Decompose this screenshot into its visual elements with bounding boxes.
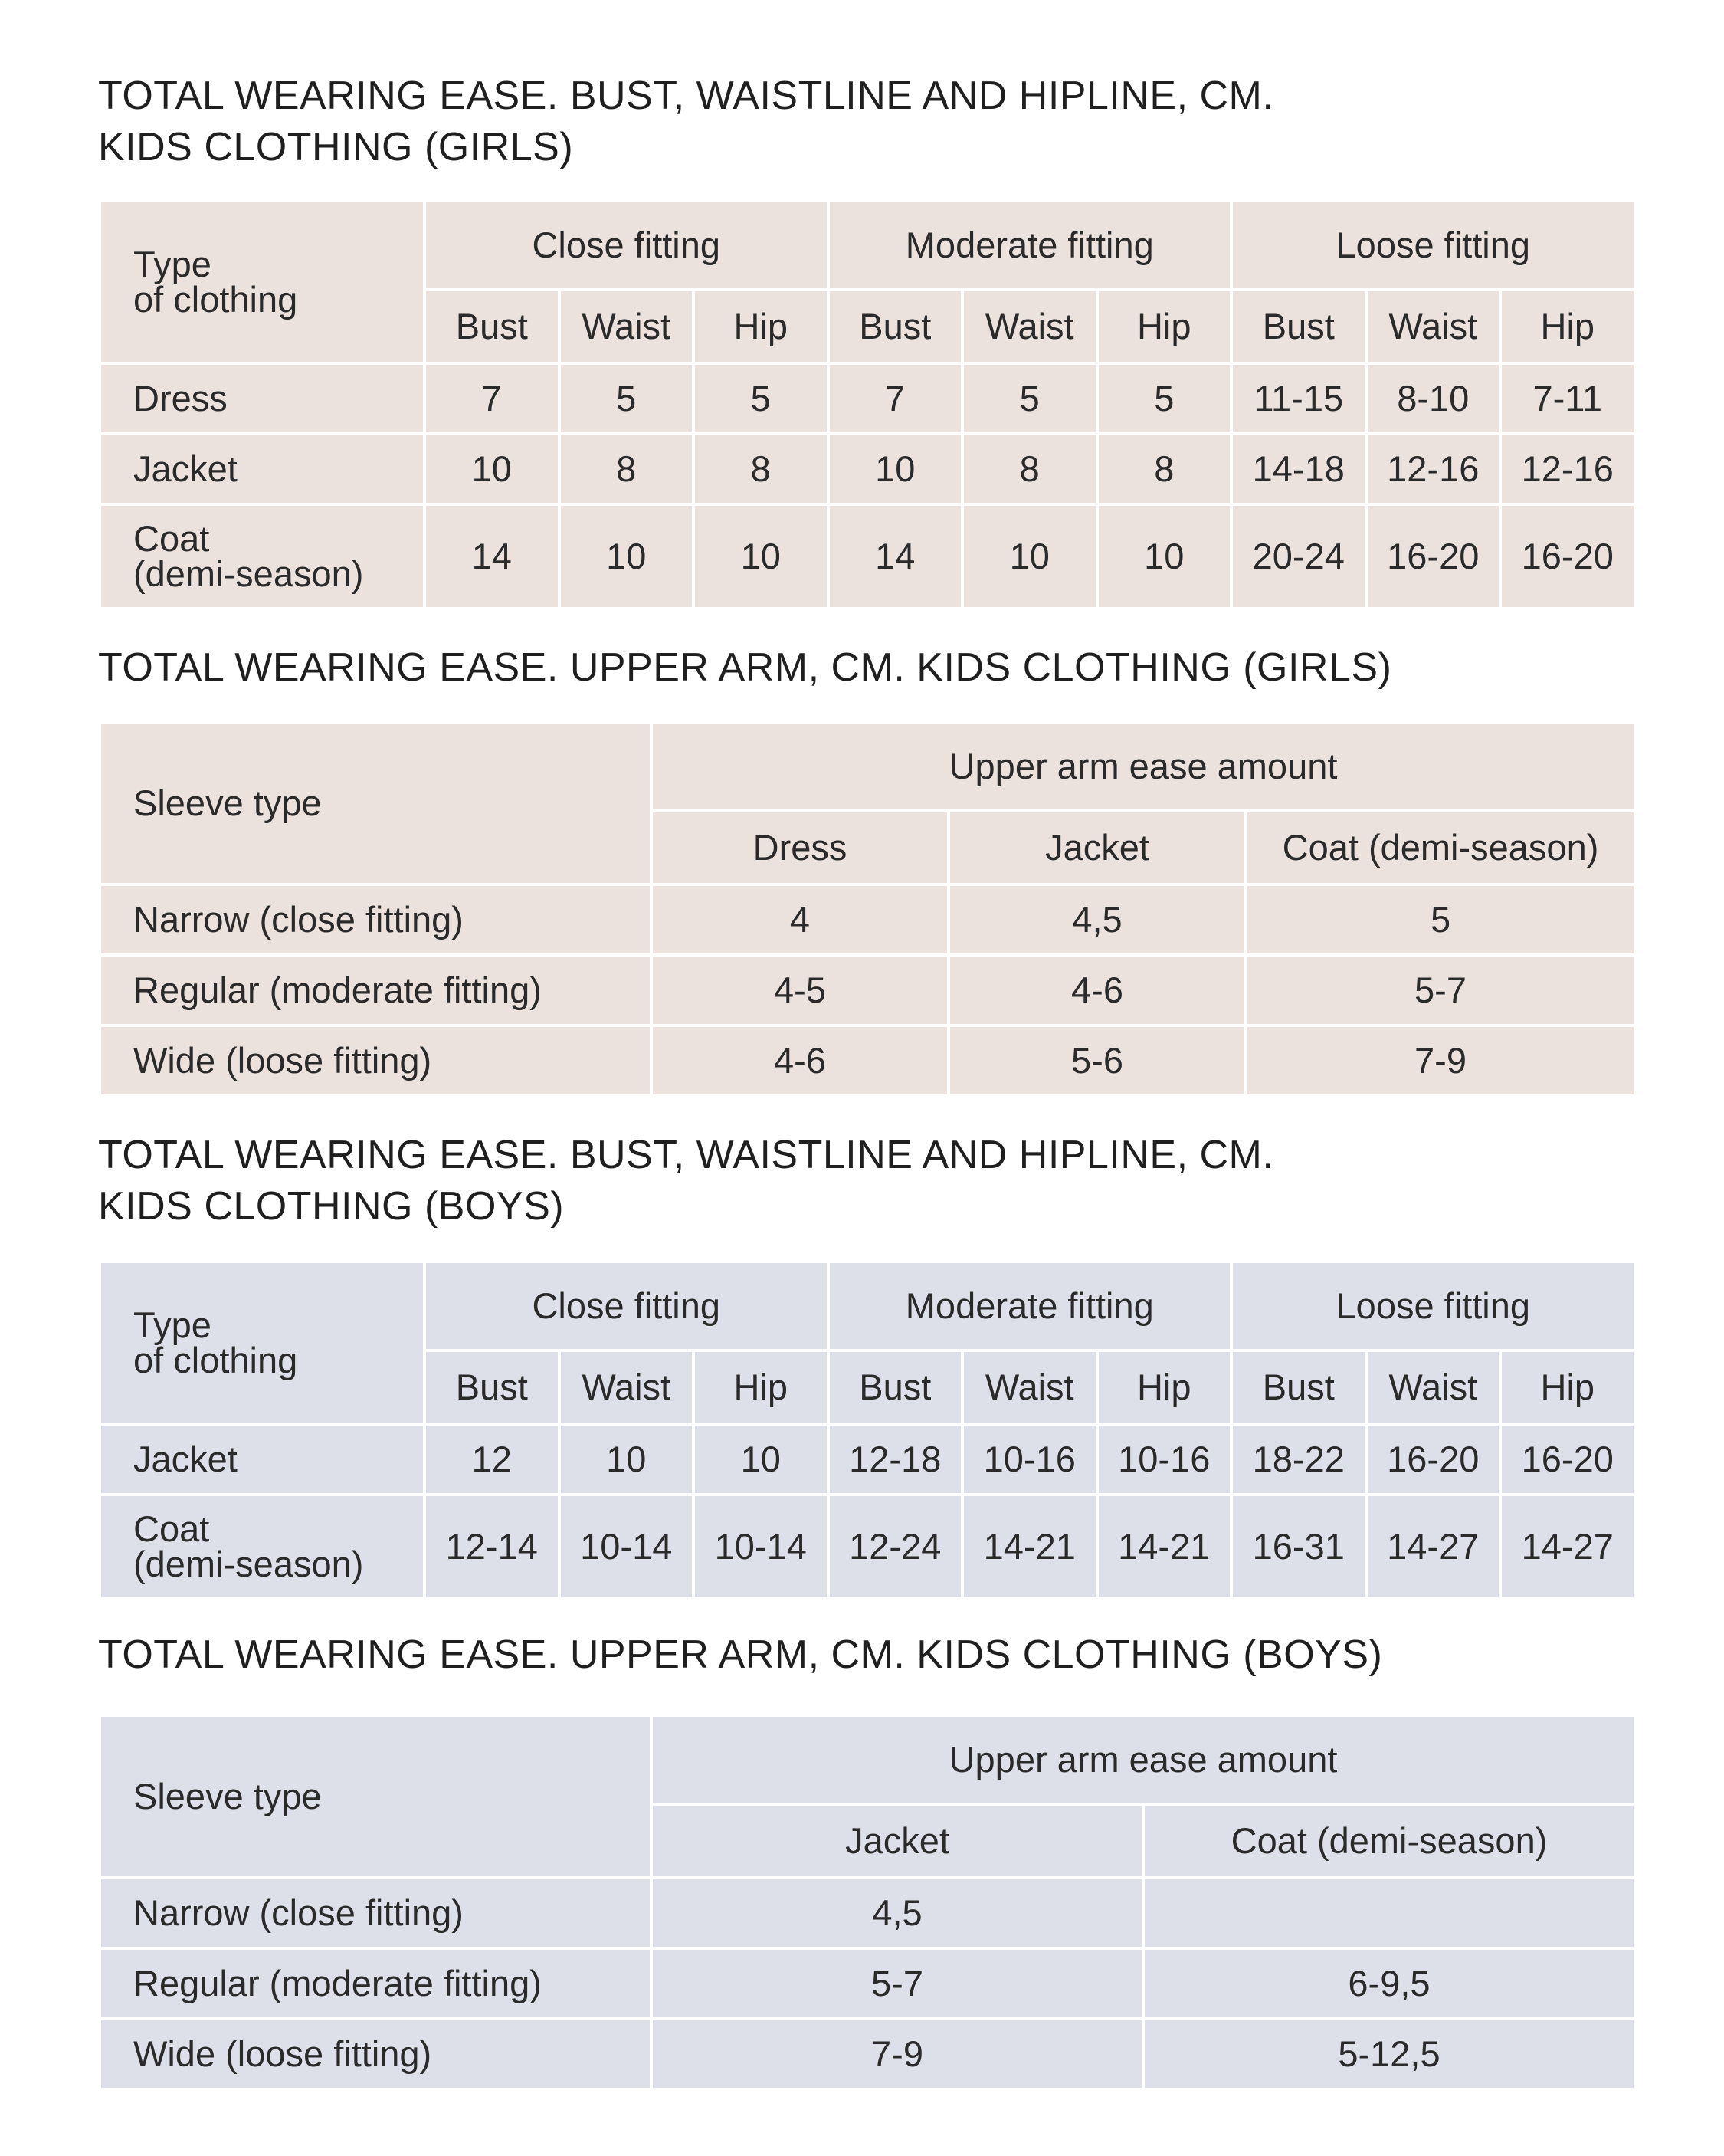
table-cell: 5 (962, 363, 1097, 434)
boys-arm-ease-table (98, 1714, 1637, 2091)
table-cell: 16-31 (1231, 1495, 1366, 1599)
table-cell: 12-16 (1500, 434, 1635, 504)
group-header-close-fitting: Close fitting (424, 201, 828, 290)
table-cell: 14-18 (1231, 434, 1366, 504)
row-label: Narrow (close fitting) (100, 884, 651, 955)
girls-body-title-line1: TOTAL WEARING EASE. BUST, WAISTLINE AND HIPLINE, CM. (98, 74, 1274, 118)
row-label: Coat (demi-season) (100, 504, 424, 609)
table-cell: 7-11 (1500, 363, 1635, 434)
subheader-hip: Hip (693, 290, 828, 363)
table-cell: 5-7 (651, 1948, 1143, 2019)
group-header-moderate-fitting: Moderate fitting (828, 1262, 1232, 1350)
boys-body-title-line1: TOTAL WEARING EASE. BUST, WAISTLINE AND HIPLINE, CM. (98, 1133, 1274, 1177)
group-header-moderate-fitting: Moderate fitting (828, 201, 1232, 290)
table-cell: 20-24 (1231, 504, 1366, 609)
table-row (100, 1424, 1635, 1495)
girls-body-ease-table (98, 199, 1637, 610)
subheader-waist: Waist (962, 290, 1097, 363)
table-cell: 5 (559, 363, 694, 434)
subheader-bust: Bust (828, 290, 963, 363)
table-row (100, 1495, 1635, 1599)
table-cell: 8 (962, 434, 1097, 504)
girls-body-title (98, 71, 1273, 173)
table-cell: 4,5 (651, 1878, 1143, 1948)
table-cell: 4 (651, 884, 949, 955)
table-cell: 14-21 (962, 1495, 1097, 1599)
boys-body-title (98, 1130, 1273, 1232)
table-cell: 5 (1097, 363, 1232, 434)
boys-arm-title: TOTAL WEARING EASE. UPPER ARM, CM. KIDS CLOTHING (BOYS) (98, 1633, 1383, 1677)
table-cell: 8 (559, 434, 694, 504)
table-cell: 8-10 (1366, 363, 1501, 434)
table-cell: 12-18 (828, 1424, 963, 1495)
subheader-waist: Waist (1366, 290, 1501, 363)
table-cell: 12 (424, 1424, 559, 1495)
subheader-bust: Bust (424, 1350, 559, 1424)
subheader-bust: Bust (1231, 1350, 1366, 1424)
table-row (100, 884, 1635, 955)
row-label: Regular (moderate fitting) (100, 955, 651, 1025)
sleeve-type-header: Sleeve type (100, 1715, 651, 1878)
table-cell: 5 (693, 363, 828, 434)
table-cell: 4-6 (651, 1025, 949, 1096)
table-cell: 10-14 (693, 1495, 828, 1599)
header-row (100, 1715, 1635, 1804)
subheader-bust: Bust (424, 290, 559, 363)
upper-arm-ease-header: Upper arm ease amount (651, 722, 1635, 811)
table-cell: 10 (962, 504, 1097, 609)
subheader-hip: Hip (1097, 290, 1232, 363)
table-cell: 4-6 (949, 955, 1246, 1025)
row-label: Dress (100, 363, 424, 434)
subheader-bust: Bust (1231, 290, 1366, 363)
table-cell: 7 (828, 363, 963, 434)
table-row (100, 1948, 1635, 2019)
table-row (100, 434, 1635, 504)
table-cell: 10 (559, 1424, 694, 1495)
subheader-bust: Bust (828, 1350, 963, 1424)
subheader-hip: Hip (1500, 1350, 1635, 1424)
table-cell: 14-27 (1500, 1495, 1635, 1599)
subheader-coat: Coat (demi-season) (1246, 811, 1635, 884)
table-cell: 8 (693, 434, 828, 504)
table-cell: 4,5 (949, 884, 1246, 955)
table-cell: 16-20 (1500, 1424, 1635, 1495)
header-row (100, 1262, 1635, 1350)
table-row (100, 1878, 1635, 1948)
table-cell: 16-20 (1500, 504, 1635, 609)
subheader-waist: Waist (962, 1350, 1097, 1424)
table-cell: 10 (559, 504, 694, 609)
subheader-dress: Dress (651, 811, 949, 884)
row-label: Narrow (close fitting) (100, 1878, 651, 1948)
table-cell: 10 (424, 434, 559, 504)
header-row (100, 201, 1635, 290)
table-cell: 16-20 (1366, 1424, 1501, 1495)
table-cell: 10 (693, 1424, 828, 1495)
table-cell (1143, 1878, 1635, 1948)
table-cell: 12-16 (1366, 434, 1501, 504)
subheader-jacket: Jacket (949, 811, 1246, 884)
table-cell: 12-24 (828, 1495, 963, 1599)
table-cell: 8 (1097, 434, 1232, 504)
group-header-loose-fitting: Loose fitting (1231, 201, 1635, 290)
sleeve-type-header: Sleeve type (100, 722, 651, 884)
table-row (100, 955, 1635, 1025)
table-cell: 5-7 (1246, 955, 1635, 1025)
girls-arm-ease-table (98, 720, 1637, 1098)
table-cell: 16-20 (1366, 504, 1501, 609)
table-cell: 7 (424, 363, 559, 434)
table-cell: 10-14 (559, 1495, 694, 1599)
table-row (100, 363, 1635, 434)
table-cell: 18-22 (1231, 1424, 1366, 1495)
table-row (100, 504, 1635, 609)
table-cell: 7-9 (1246, 1025, 1635, 1096)
table-cell: 12-14 (424, 1495, 559, 1599)
row-label: Jacket (100, 434, 424, 504)
row-label: Coat (demi-season) (100, 1495, 424, 1599)
header-row (100, 722, 1635, 811)
table-cell: 10-16 (1097, 1424, 1232, 1495)
subheader-jacket: Jacket (651, 1804, 1143, 1878)
table-row (100, 2019, 1635, 2089)
table-cell: 7-9 (651, 2019, 1143, 2089)
table-cell: 5-6 (949, 1025, 1246, 1096)
table-cell: 6-9,5 (1143, 1948, 1635, 2019)
table-cell: 14-27 (1366, 1495, 1501, 1599)
type-of-clothing-header: Type of clothing (100, 201, 424, 363)
boys-body-ease-table (98, 1260, 1637, 1600)
girls-arm-title: TOTAL WEARING EASE. UPPER ARM, CM. KIDS CLOTHING (GIRLS) (98, 645, 1392, 690)
table-row (100, 1025, 1635, 1096)
table-cell: 5 (1246, 884, 1635, 955)
table-cell: 4-5 (651, 955, 949, 1025)
table-cell: 10 (693, 504, 828, 609)
row-label: Wide (loose fitting) (100, 2019, 651, 2089)
table-cell: 5-12,5 (1143, 2019, 1635, 2089)
upper-arm-ease-header: Upper arm ease amount (651, 1715, 1635, 1804)
table-cell: 10 (828, 434, 963, 504)
table-cell: 14 (424, 504, 559, 609)
subheader-hip: Hip (693, 1350, 828, 1424)
row-label: Wide (loose fitting) (100, 1025, 651, 1096)
row-label: Jacket (100, 1424, 424, 1495)
subheader-waist: Waist (559, 1350, 694, 1424)
table-cell: 10 (1097, 504, 1232, 609)
subheader-coat: Coat (demi-season) (1143, 1804, 1635, 1878)
type-of-clothing-header: Type of clothing (100, 1262, 424, 1424)
boys-body-title-line2: KIDS CLOTHING (BOYS) (98, 1184, 565, 1229)
table-cell: 10-16 (962, 1424, 1097, 1495)
table-cell: 14-21 (1097, 1495, 1232, 1599)
table-cell: 11-15 (1231, 363, 1366, 434)
group-header-loose-fitting: Loose fitting (1231, 1262, 1635, 1350)
subheader-waist: Waist (1366, 1350, 1501, 1424)
group-header-close-fitting: Close fitting (424, 1262, 828, 1350)
row-label: Regular (moderate fitting) (100, 1948, 651, 2019)
girls-body-title-line2: KIDS CLOTHING (GIRLS) (98, 125, 574, 169)
subheader-hip: Hip (1097, 1350, 1232, 1424)
subheader-hip: Hip (1500, 290, 1635, 363)
table-cell: 14 (828, 504, 963, 609)
subheader-waist: Waist (559, 290, 694, 363)
